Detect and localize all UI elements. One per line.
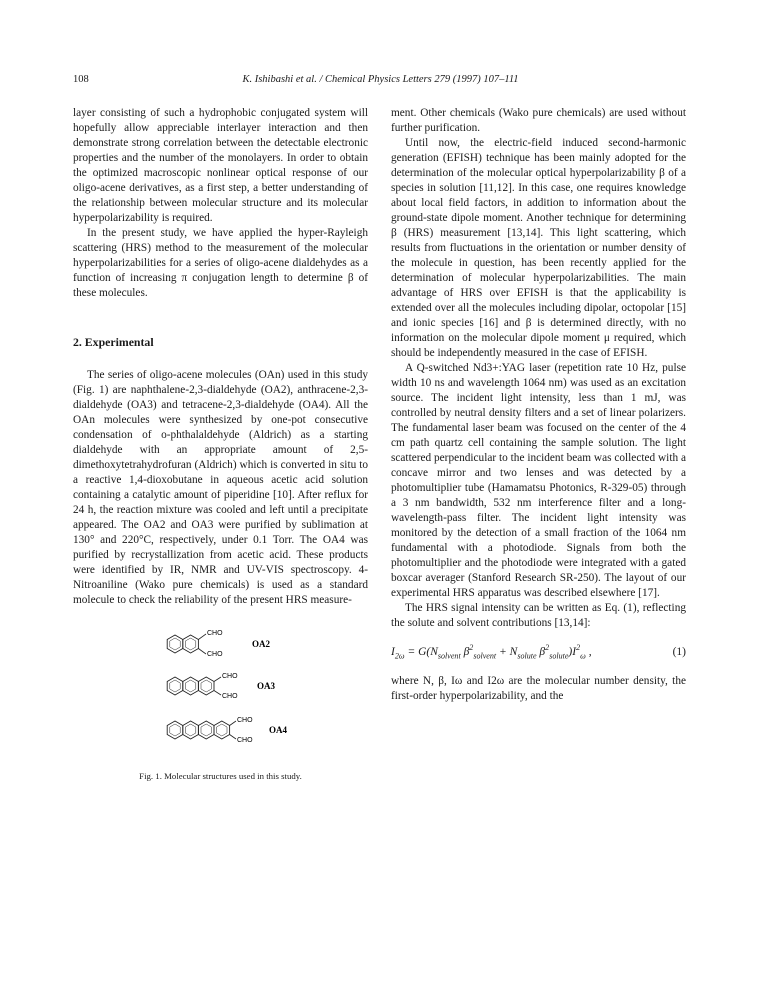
page-number: 108	[73, 74, 89, 85]
oa2-cho-top: CHO	[207, 630, 223, 637]
oa2-structure	[167, 630, 270, 658]
running-title: K. Ishibashi et al. / Chemical Physics Letters 279 (1997) 107–111	[242, 74, 519, 85]
equation-body: $I_{2\omega} = G(N_{solvent}$ $\beta^2_{solvent} + N_{solute}$ $\beta^2_{solute})I^2_\omega$ ,	[391, 643, 592, 661]
oa4-cho-bottom: CHO	[237, 737, 253, 744]
oa2-cho-bottom: CHO	[207, 651, 223, 658]
oa4-structure	[167, 717, 287, 744]
oa3-cho-bottom: CHO	[222, 693, 238, 700]
page-header	[73, 74, 688, 90]
right-paragraph-5: where N, β, Iω and I2ω are the molecular number density, the first-order hyperpolarizability, and the	[391, 675, 686, 702]
figure-1	[73, 622, 368, 782]
left-paragraph-1: layer consisting of such a hydrophobic conjugated system will hopefully allow appreciable interlayer interaction and then demonstrate strong correlation between the detectable electronic properties and the number of the monolayers. In order to obtain the optimized macroscopic nonlinear optical response of our oligo-acene derivatives, as a first step, a better understanding of the relationship between molecular structure and its molecular hyperpolarizability is required.	[73, 107, 368, 224]
equation-1	[391, 645, 686, 660]
oa4-label: OA4	[269, 725, 287, 735]
right-paragraph-4: The HRS signal intensity can be written as Eq. (1), reflecting the solute and solvent contributions [13,14]:	[391, 602, 686, 629]
molecular-structures-diagram	[157, 622, 337, 760]
left-paragraph-2: In the present study, we have applied the hyper-Rayleigh scattering (HRS) method to the measurement of the molecular hyperpolarizabilities for a series of oligo-acene dialdehydes as a function of increasing π conjugation length to determine β of these molecules.	[73, 227, 368, 299]
left-paragraph-3: The series of oligo-acene molecules (OAn) used in this study (Fig. 1) are naphthalene-2,3-dialdehyde (OA2), anthracene-2,3-dialdehyde (OA3) and tetracene-2,3-dialdehyde (OA4). All the OAn molecules were synthesized by one-pot consecutive condensation of o-phthalaldehyde (Aldrich) as a starting dialdehyde with an appropriate amount of 2,5-dimethoxytetrahydrofuran (Aldrich) which is converted in situ to a reactive 1,4-dioxobutane in aqueous acetic acid solution containing a catalytic amount of piperidine [10]. After reflux for 24 h, the reaction mixture was cooled and left until a precipitate appeared. The OA2 and OA3 were purified by sublimation at 130° and 220°C, respectively, under 0.1 Torr. The OA4 was purified by recrystallization from acetic acid. These products were identified by IR, NMR and UV-VIS spectroscopy. 4-Nitroaniline (Wako pure chemicals) is used as a standard molecule to check the reliability of the present HRS measure-	[73, 369, 368, 606]
section-title: 2. Experimental	[73, 335, 154, 349]
equation-number: (1)	[672, 646, 686, 658]
figure-caption: Fig. 1. Molecular structures used in this study.	[139, 771, 302, 781]
right-paragraph-3: A Q-switched Nd3+:YAG laser (repetition rate 10 Hz, pulse width 10 ns and wavelength 1064 nm) was used as an excitation source. The incident light intensity, less than 1 mJ, was controlled by neutral density filters and a set of linear polarizers. The fundamental laser beam was focused on the center of the 4 cm path quartz cell containing the sample solution. The light scattered perpendicular to the incident beam was collected with a concave mirror and two lenses and was detected by a photomultiplier tube (Hamamatsu Photonics, R-329-05) through a 3 nm bandwidth, 532 nm interference filter and a long-wavelength-pass filter. The incident light intensity was monitored by the detection of a small fraction of the 1064 nm fundamental with a photodiode. Signals from both the photomultiplier and the photodiode were integrated with a gated boxcar averager (Stanford Research SR-250). The layout of our experimental HRS apparatus was described elsewhere [17].	[391, 362, 686, 599]
oa2-label: OA2	[252, 639, 270, 649]
oa3-structure	[167, 673, 275, 700]
left-column	[73, 106, 368, 782]
oa4-cho-top: CHO	[237, 717, 253, 724]
oa3-label: OA3	[257, 681, 275, 691]
right-paragraph-1: ment. Other chemicals (Wako pure chemicals) are used without further purification.	[391, 107, 686, 134]
right-paragraph-2: Until now, the electric-field induced second-harmonic generation (EFISH) technique has been mainly adopted for the determination of the molecular optical hyperpolarizability β of a species in solution [11,12]. In this case, one requires knowledge about local field factors, in addition to information about the ground-state dipole moment. Another technique for determining β (HRS) measurement [13,14]. This light scattering, which results from fluctuations in the orientation or number density of the molecule in question, has been recently applied for the determination of molecular hyperpolarizabilities. The main advantage of HRS over EFISH is that the applicability is extended over all the molecules including dipolar, octopolar [15] and ionic species [16] and β is determined directly, with no information on the molecular dipole moment μ required, which should be independently measured in the case of EFISH.	[391, 137, 686, 359]
oa3-cho-top: CHO	[222, 673, 238, 680]
right-column	[391, 106, 686, 704]
